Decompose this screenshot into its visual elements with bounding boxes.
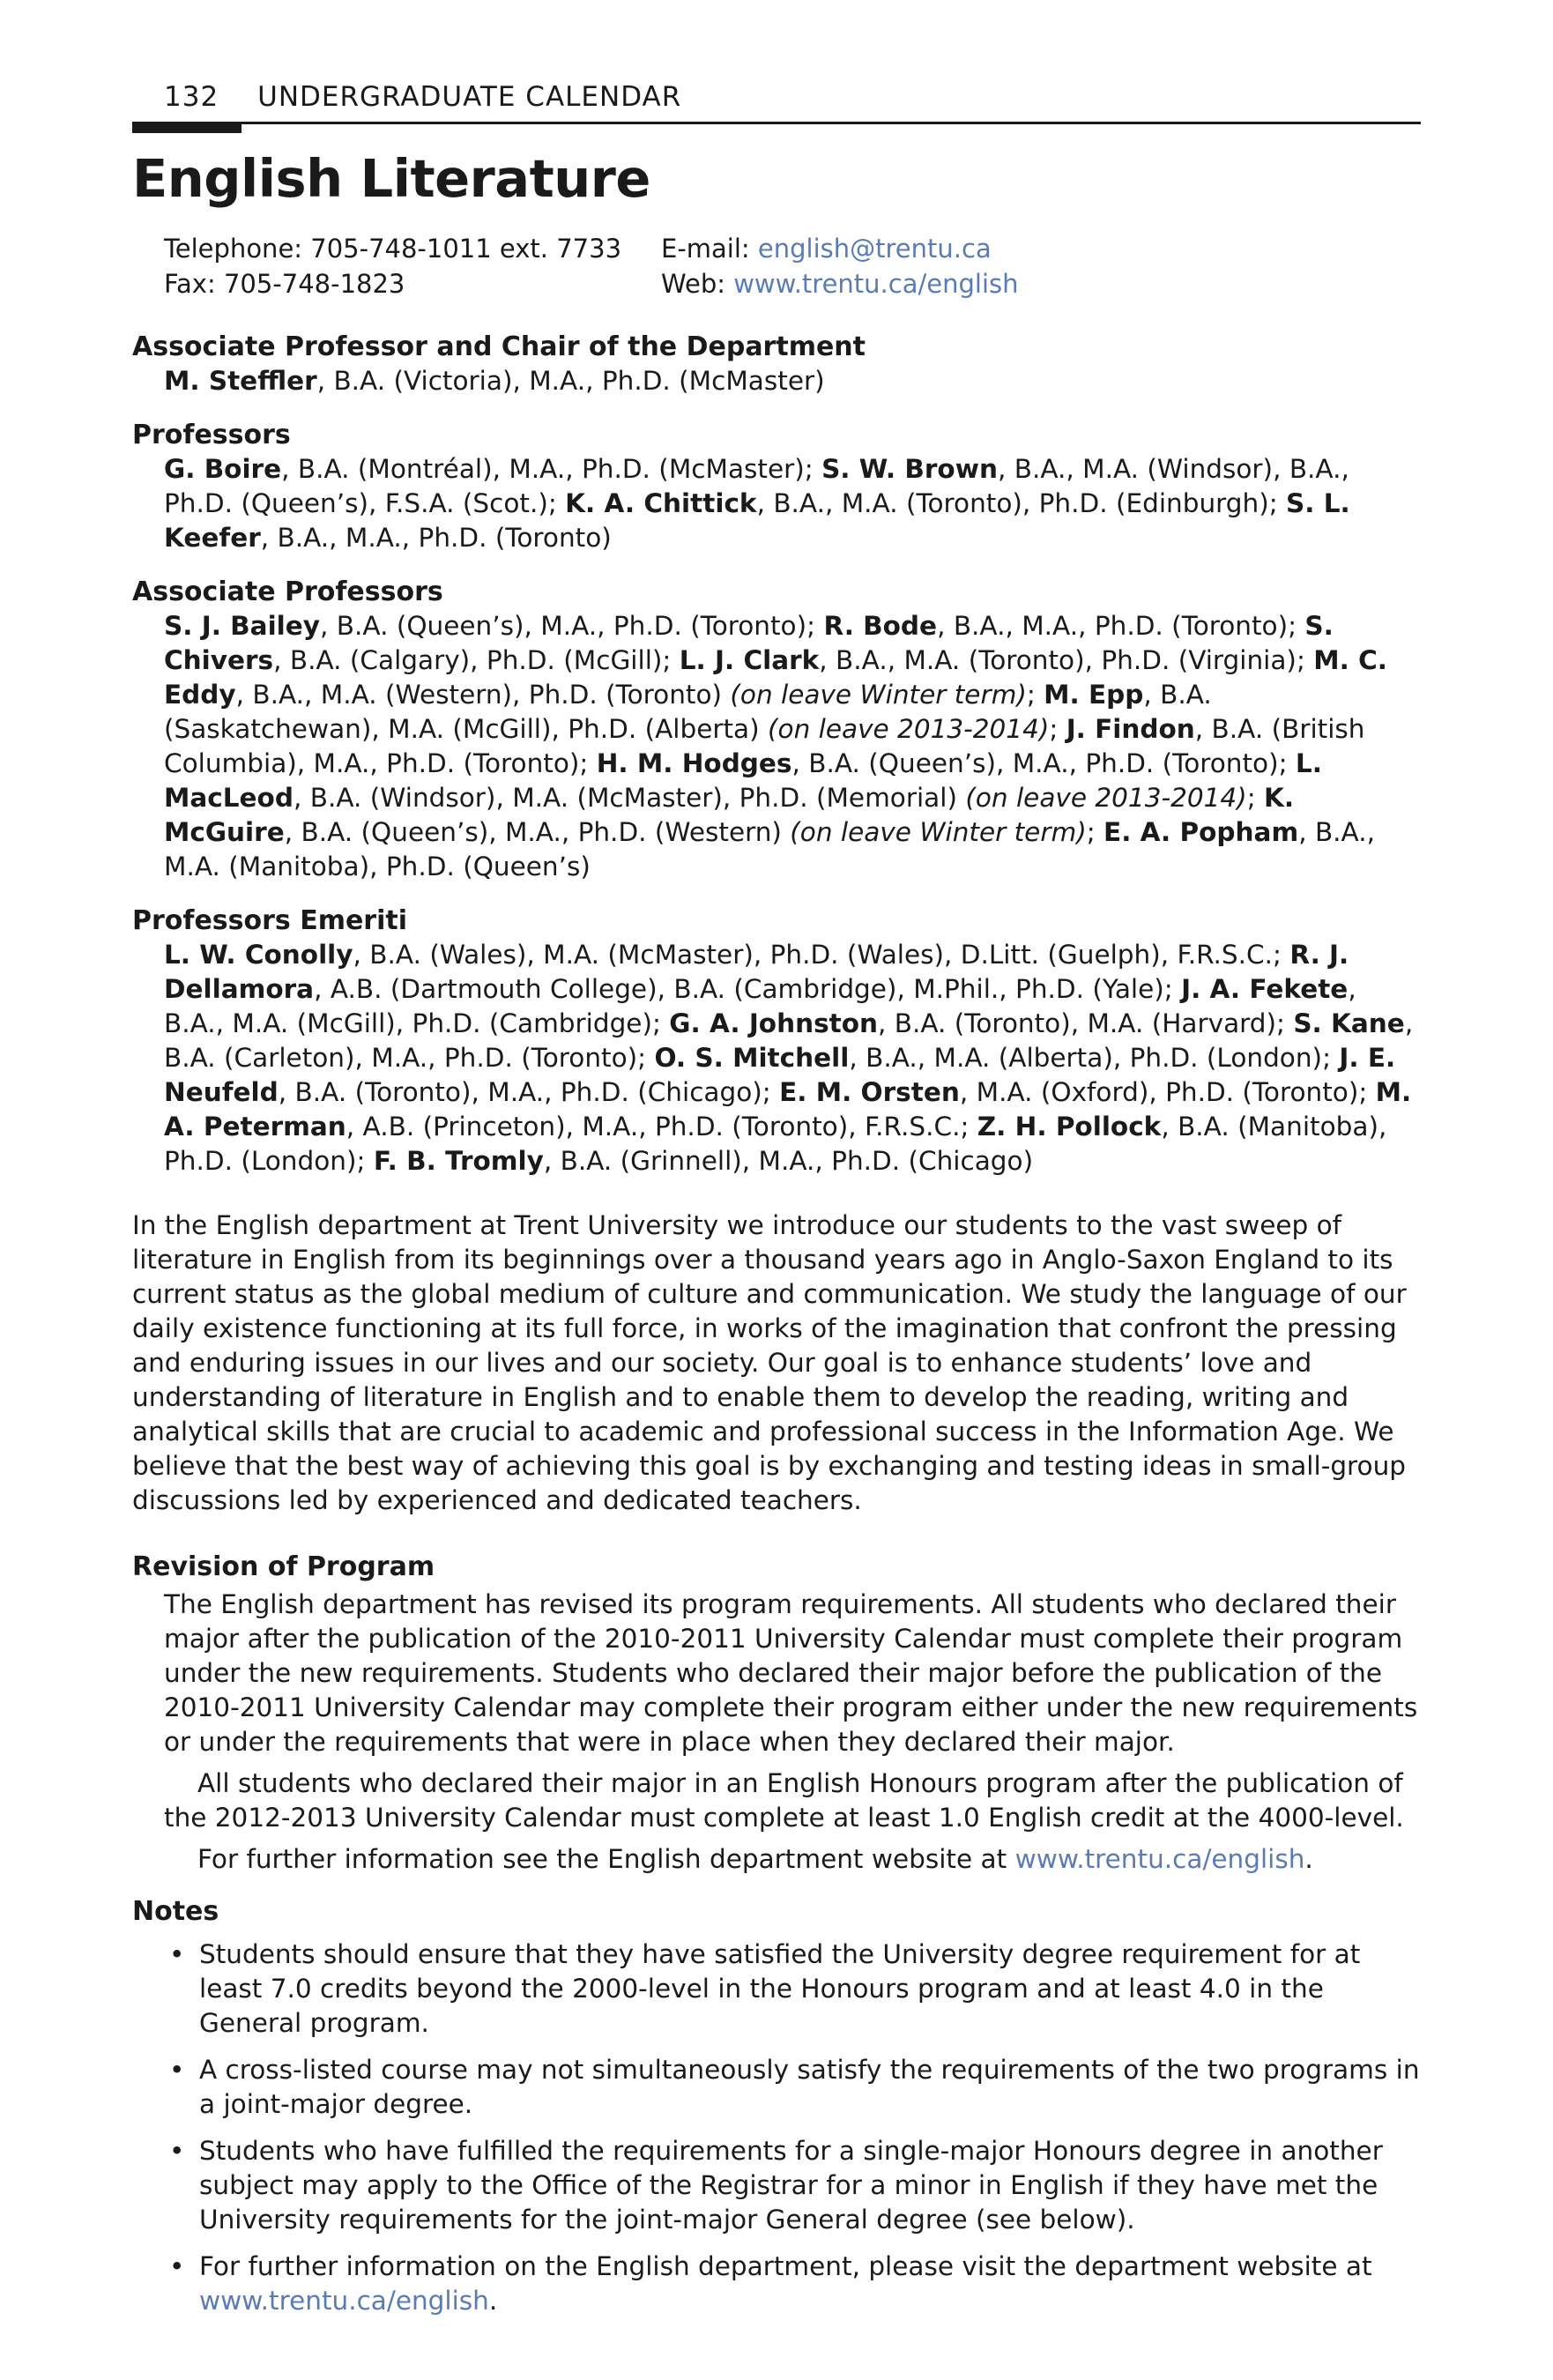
separator: ; [1086, 817, 1104, 847]
faculty-credentials: , B.A. (Calgary), Ph.D. (McGill); [273, 645, 680, 675]
page-number: 132 [164, 81, 219, 113]
faculty-credentials: , B.A. (Victoria), M.A., Ph.D. (McMaster) [316, 366, 825, 396]
notes-heading: Notes [132, 1896, 219, 1927]
intro-paragraph: In the English department at Trent University we introduce our students to the vast sweep of literature in English from its beginnings over a thousand years ago in Anglo-Saxon England to its current status as the global medium of culture and communication. We study the language of our daily existence functioning at its full force, in works of the imagination that confront the pressing and enduring issues in our lives and our society. Our goal is to enhance students’ love and understanding of literature in English and to enable them to develop the reading, writing and analytical skills that are crucial to academic and professional success in the Information Age. We believe that the best way of achieving this goal is by exchanging and testing ideas in small-group discussions led by experienced and dedicated teachers. [132, 1210, 1407, 1515]
list-item [132, 1937, 1421, 2041]
faculty-credentials: , B.A. (Queen’s), M.A., Ph.D. (Toronto); [320, 611, 824, 641]
faculty-name: J. A. Fekete [1181, 974, 1349, 1004]
faculty-name: E. M. Orsten [779, 1077, 960, 1107]
web-link[interactable]: www.trentu.ca/english [733, 269, 1019, 299]
faculty-credentials: , B.A., M.A. (Toronto), Ph.D. (Edinburgh); [756, 488, 1287, 518]
web-line [661, 266, 1019, 301]
faculty-name: L. W. Conolly [164, 940, 353, 970]
faculty-name: M. C. Eddy [164, 645, 1387, 710]
web-label: Web: [661, 269, 734, 299]
faculty-name: S. J. Bailey [164, 611, 321, 641]
faculty-credentials: , B.A., M.A., Ph.D. (Toronto); [937, 611, 1305, 641]
revision-p3-text: For further information see the English department website at [197, 1844, 1015, 1874]
revision-p3-end: . [1304, 1844, 1313, 1874]
faculty-name: J. Findon [1066, 714, 1195, 744]
faculty-credentials: , B.A., M.A. (Western), Ph.D. (Toronto) [235, 680, 731, 710]
revision-paragraph-3 [164, 1842, 1421, 1877]
note-text: Students who have fulfilled the requirements for a single-major Honours degree in another subject may apply to the Office of the Registrar for a minor in English if they have met the University requirements for the joint-major General degree (see below). [199, 2136, 1383, 2235]
main-content [132, 330, 1421, 2331]
separator: ; [1246, 783, 1265, 813]
faculty-credentials: , B.A. (Saskatchewan), M.A. (McGill), Ph.D. (Alberta) [164, 680, 1212, 744]
faculty-credentials: , B.A. (Carleton), M.A., Ph.D. (Toronto); [164, 1008, 1414, 1073]
faculty-credentials: , B.A. (Queen’s), M.A., Ph.D. (Western) [284, 817, 791, 847]
faculty-credentials: , B.A., M.A. (Manitoba), Ph.D. (Queen’s) [164, 817, 1375, 881]
faculty-name: L. MacLeod [164, 748, 1322, 813]
faculty-credentials: , B.A. (Toronto), M.A. (Harvard); [878, 1008, 1294, 1038]
email-link[interactable]: english@trentu.ca [757, 234, 992, 264]
faculty-name: O. S. Mitchell [654, 1043, 850, 1073]
faculty-name: S. Chivers [164, 611, 1334, 675]
faculty-credentials: , B.A. (Toronto), M.A., Ph.D. (Chicago); [278, 1077, 780, 1107]
section-title: UNDERGRADUATE CALENDAR [257, 81, 682, 113]
chair-heading: Associate Professor and Chair of the Department [132, 331, 866, 362]
associate-professors-heading: Associate Professors [132, 576, 443, 607]
faculty-credentials: , M.A. (Oxford), Ph.D. (Toronto); [959, 1077, 1376, 1107]
note-text: Students should ensure that they have satisfied the University degree requirement for at least 7.0 credits beyond the 2000-level in the Honours program and at least 4.0 in the General program. [199, 1939, 1361, 2038]
bullet-icon: • [169, 2136, 185, 2166]
bullet-icon: • [169, 2055, 185, 2085]
emeriti-list [164, 938, 1421, 1179]
faculty-name: R. Bode [823, 611, 938, 641]
leave-note: (on leave Winter term) [730, 680, 1027, 710]
faculty-credentials: , B.A. (Windsor), M.A. (McMaster), Ph.D. (Memorial) [293, 783, 966, 813]
faculty-credentials: , B.A. (British Columbia), M.A., Ph.D. (Toronto); [164, 714, 1365, 778]
email-line [661, 231, 1019, 266]
faculty-name: Z. H. Pollock [977, 1112, 1162, 1142]
note-text: A cross-listed course may not simultaneously satisfy the requirements of the two programs in a joint-major degree. [199, 2055, 1420, 2119]
bullet-icon: • [169, 1939, 185, 1969]
professors-heading: Professors [132, 420, 291, 450]
faculty-name: G. A. Johnston [669, 1008, 879, 1038]
contact-online-block [661, 231, 1019, 301]
revision-paragraph-2: All students who declared their major in an English Honours program after the publication of the 2012-2013 University Calendar must complete at least 1.0 English credit at the 4000-level. [164, 1768, 1404, 1833]
note-end: . [488, 2286, 498, 2316]
faculty-name: F. B. Tromly [373, 1146, 544, 1176]
professors-list [164, 452, 1421, 555]
faculty-credentials: , B.A., M.A. (McGill), Ph.D. (Cambridge); [164, 974, 1356, 1038]
faculty-name: K. McGuire [164, 783, 1295, 847]
header-rule [132, 122, 1421, 124]
faculty-credentials: , B.A. (Queen’s), M.A., Ph.D. (Toronto); [791, 748, 1296, 778]
emeriti-heading: Professors Emeriti [132, 905, 408, 936]
faculty-credentials: , B.A. (Manitoba), Ph.D. (London); [164, 1112, 1387, 1176]
faculty-name: R. J. Dellamora [164, 940, 1349, 1004]
list-item [132, 2134, 1421, 2237]
faculty-name: J. E. Neufeld [164, 1043, 1396, 1107]
faculty-name: G. Boire [164, 454, 282, 484]
associate-professors-list [164, 609, 1421, 884]
faculty-name: H. M. Hodges [596, 748, 792, 778]
faculty-name: K. A. Chittick [565, 488, 757, 518]
contact-phone-block [164, 231, 621, 301]
leave-note: (on leave Winter term) [790, 817, 1087, 847]
faculty-credentials: , B.A., M.A., Ph.D. (Toronto) [260, 523, 612, 553]
faculty-credentials: , A.B. (Dartmouth College), B.A. (Cambridge), M.Phil., Ph.D. (Yale); [314, 974, 1182, 1004]
revision-section [164, 1588, 1421, 1877]
faculty-name: S. L. Keefer [164, 488, 1350, 553]
leave-note: (on leave 2013-2014) [768, 714, 1050, 744]
fax-text: Fax: 705-748-1823 [164, 269, 405, 299]
faculty-credentials: , B.A., M.A. (Alberta), Ph.D. (London); [849, 1043, 1340, 1073]
separator: ; [1049, 714, 1066, 744]
bullet-icon: • [169, 2251, 185, 2281]
faculty-name: M. A. Peterman [164, 1077, 1412, 1142]
faculty-credentials: , B.A. (Grinnell), M.A., Ph.D. (Chicago) [543, 1146, 1034, 1176]
chair-entry [164, 364, 1421, 398]
email-label: E-mail: [661, 234, 758, 264]
faculty-credentials: , B.A. (Wales), M.A. (McMaster), Ph.D. (Wales), D.Litt. (Guelph), F.R.S.C.; [353, 940, 1290, 970]
revision-paragraph-1: The English department has revised its program requirements. All students who declared their major after the publication of the 2010-2011 University Calendar must complete their program under the new requirements. Students who declared their major before the publication of the 2010-2011 University Calendar may complete their program either under the new requirements or under the requirements that were in place when they declared their major. [164, 1589, 1418, 1757]
note-text: For further information on the English department, please visit the department website at [199, 2251, 1372, 2281]
faculty-name: M. Steffler [164, 366, 317, 396]
faculty-name: M. Epp [1044, 680, 1144, 710]
department-website-link[interactable]: www.trentu.ca/english [199, 2286, 489, 2316]
list-item [132, 2053, 1421, 2122]
telephone-text: Telephone: 705-748-1011 ext. 7733 [164, 234, 622, 264]
faculty-name: L. J. Clark [679, 645, 820, 675]
faculty-credentials: , B.A., M.A. (Toronto), Ph.D. (Virginia); [819, 645, 1314, 675]
faculty-name: S. Kane [1293, 1008, 1405, 1038]
faculty-credentials: , A.B. (Princeton), M.A., Ph.D. (Toronto), F.R.S.C.; [346, 1112, 977, 1142]
header-tab-marker [132, 124, 241, 133]
page-title: English Literature [132, 148, 650, 209]
faculty-credentials: , B.A., M.A. (Windsor), B.A., Ph.D. (Queen’s), F.S.A. (Scot.); [164, 454, 1349, 518]
faculty-credentials: , B.A. (Montréal), M.A., Ph.D. (McMaster); [281, 454, 822, 484]
leave-note: (on leave 2013-2014) [965, 783, 1247, 813]
faculty-name: S. W. Brown [821, 454, 998, 484]
revision-heading: Revision of Program [132, 1551, 435, 1582]
faculty-name: E. A. Popham [1103, 817, 1299, 847]
separator: ; [1026, 680, 1044, 710]
list-item [132, 2250, 1421, 2318]
running-header [164, 81, 681, 113]
notes-list [132, 1937, 1421, 2318]
department-website-link[interactable]: www.trentu.ca/english [1014, 1844, 1305, 1874]
